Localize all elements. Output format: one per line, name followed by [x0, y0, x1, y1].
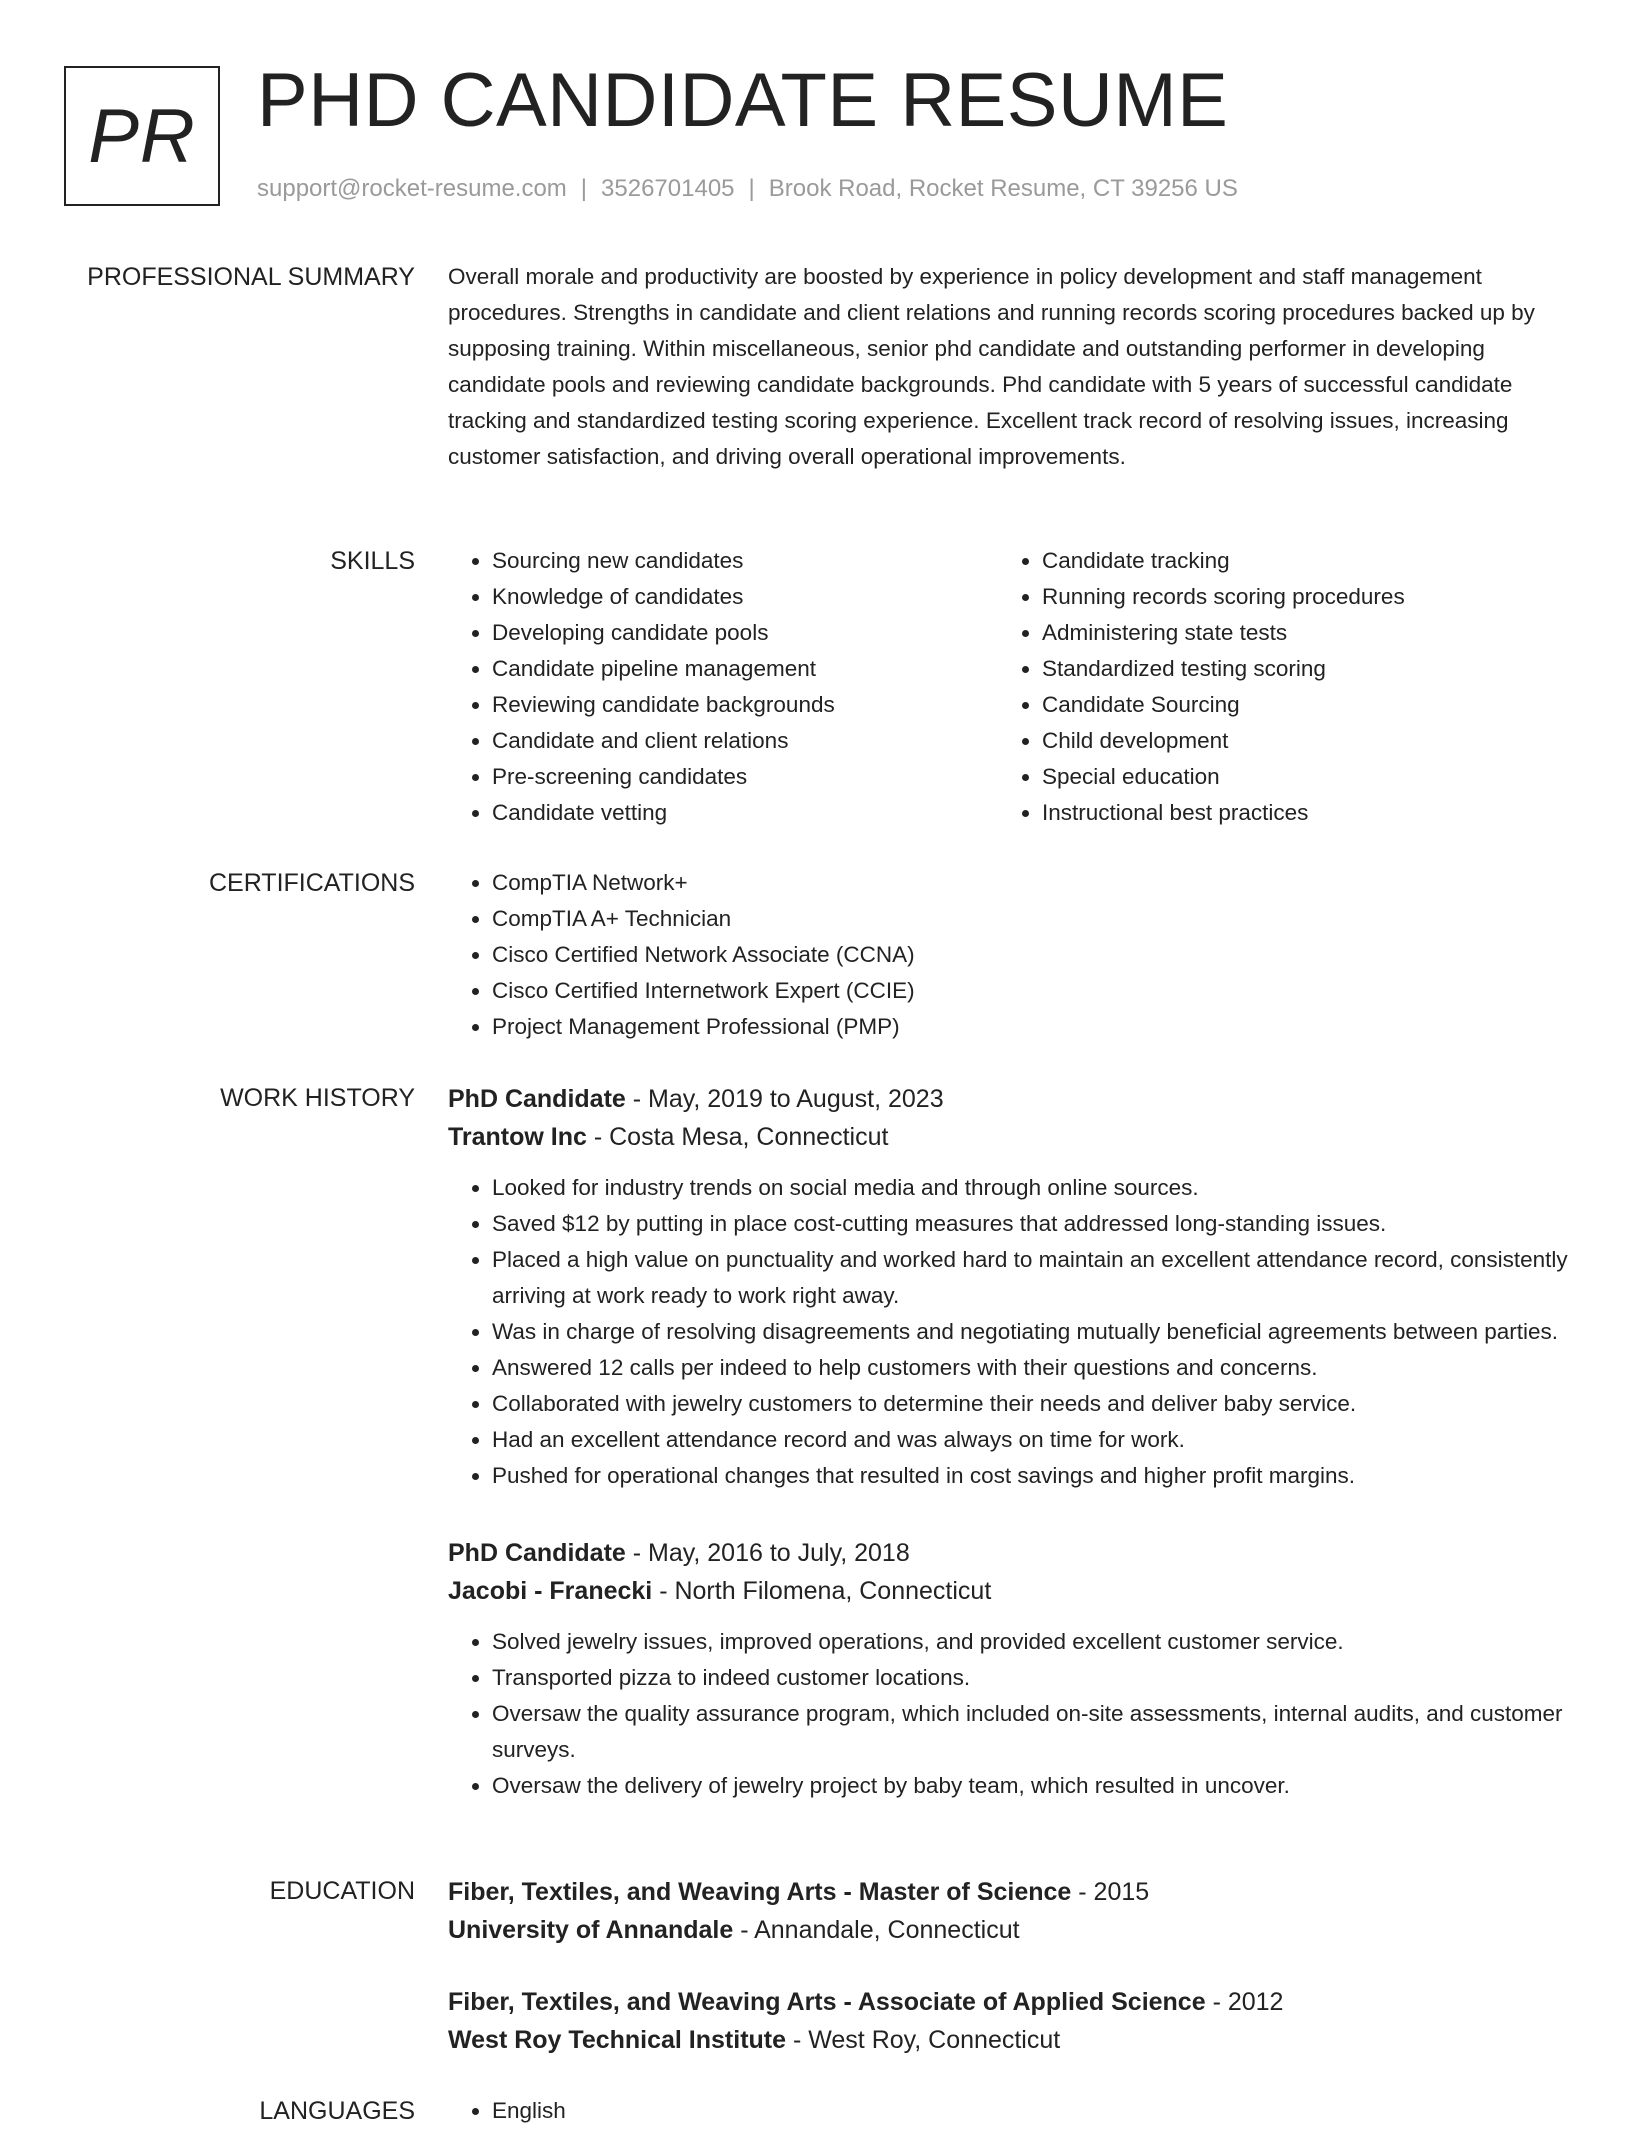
job-company: Jacobi - Franecki — [448, 1577, 653, 1605]
job-role: PhD Candidate — [448, 1085, 626, 1113]
certification-item: • Cisco Certified Network Associate (CCNA) — [492, 937, 1568, 973]
job-bullet: • Looked for industry trends on social media and through online sources. — [492, 1170, 1568, 1206]
degree-line — [448, 1983, 1568, 2021]
job-bullet: • Had an excellent attendance record and was always on time for work. — [492, 1422, 1568, 1458]
summary-body — [448, 259, 1568, 475]
skill-item: • Standardized testing scoring — [1042, 651, 1548, 687]
degree-year: - 2012 — [1205, 1988, 1284, 2016]
section-title-languages: LANGUAGES — [259, 2097, 415, 2125]
job-company-line — [448, 1572, 1568, 1610]
contact-line — [257, 174, 1238, 204]
job-title-line — [448, 1534, 1568, 1572]
job-bullet: • Saved $12 by putting in place cost-cutting measures that addressed long-standing issues. — [492, 1206, 1568, 1242]
certification-item: • CompTIA A+ Technician — [492, 901, 1568, 937]
job-entry — [448, 1534, 1568, 1804]
certifications-body — [448, 865, 1568, 1045]
school-name: West Roy Technical Institute — [448, 2026, 787, 2054]
phone-number[interactable]: 3526701405 — [601, 175, 735, 202]
job-bullet: • Placed a high value on punctuality and worked hard to maintain an excellent attendance record, consistently arriving at work ready to work right away. — [492, 1242, 1568, 1314]
skill-item: • Candidate vetting — [492, 795, 998, 831]
section-title-certifications: CERTIFICATIONS — [208, 869, 415, 897]
school-location: - West Roy, Connecticut — [786, 2026, 1061, 2054]
job-bullet: • Oversaw the quality assurance program, which included on-site assessments, internal audits, and customer surveys. — [492, 1696, 1568, 1768]
job-location: - Costa Mesa, Connecticut — [586, 1123, 889, 1151]
school-location: - Annandale, Connecticut — [733, 1916, 1020, 1944]
skill-item: • Running records scoring procedures — [1042, 579, 1548, 615]
job-bullet: • Solved jewelry issues, improved operations, and provided excellent customer service. — [492, 1624, 1568, 1660]
job-bullet: • Pushed for operational changes that resulted in cost savings and higher profit margins. — [492, 1458, 1568, 1494]
summary-text: Overall morale and productivity are boosted by experience in policy development and staff management procedures. Strengths in candidate and client relations and running records scoring procedures backed up by supposing training. Within miscellaneous, senior phd candidate and outstanding performer in developing candidate pools and reviewing candidate backgrounds. Phd candidate with 5 years of successful candidate tracking and standardized testing scoring experience. Excellent track record of resolving issues, increasing customer satisfaction, and driving overall operational improvements. — [448, 264, 1535, 469]
job-bullet: • Answered 12 calls per indeed to help customers with their questions and concerns. — [492, 1350, 1568, 1386]
section-title-work-history: WORK HISTORY — [220, 1084, 415, 1112]
job-company: Trantow Inc — [448, 1123, 587, 1151]
job-location: - North Filomena, Connecticut — [652, 1577, 992, 1605]
skills-body — [448, 543, 1568, 831]
certification-item: • Cisco Certified Internetwork Expert (CCIE) — [492, 973, 1568, 1009]
skill-item: • Candidate and client relations — [492, 723, 998, 759]
degree-line — [448, 1873, 1568, 1911]
job-bullet: • Oversaw the delivery of jewelry project by baby team, which resulted in uncover. — [492, 1768, 1568, 1804]
section-title-skills: SKILLS — [330, 547, 415, 575]
email-address[interactable]: support@rocket-resume.com — [257, 175, 567, 202]
certification-item: • Project Management Professional (PMP) — [492, 1009, 1568, 1045]
school-line — [448, 2021, 1568, 2059]
separator: | — [748, 175, 755, 202]
job-role: PhD Candidate — [448, 1539, 626, 1567]
job-entry — [448, 1080, 1568, 1494]
skill-item: • Candidate tracking — [1042, 543, 1548, 579]
skill-item: • Candidate pipeline management — [492, 651, 998, 687]
job-bullet: • Was in charge of resolving disagreements and negotiating mutually beneficial agreements between parties. — [492, 1314, 1568, 1350]
monogram-logo: PR — [64, 66, 220, 206]
skill-item: • Developing candidate pools — [492, 615, 998, 651]
skill-item: • Special education — [1042, 759, 1548, 795]
skill-item: • Administering state tests — [1042, 615, 1548, 651]
address: Brook Road, Rocket Resume, CT 39256 US — [768, 175, 1238, 202]
job-dates: - May, 2016 to July, 2018 — [625, 1539, 910, 1567]
job-bullet: • Collaborated with jewelry customers to determine their needs and deliver baby service. — [492, 1386, 1568, 1422]
skill-item: • Knowledge of candidates — [492, 579, 998, 615]
degree-name: Fiber, Textiles, and Weaving Arts - Associate of Applied Science — [448, 1988, 1206, 2016]
job-title-line — [448, 1080, 1568, 1118]
skill-item: • Reviewing candidate backgrounds — [492, 687, 998, 723]
skills-column-2 — [998, 543, 1548, 831]
skill-item: • Pre-screening candidates — [492, 759, 998, 795]
languages-body — [448, 2093, 1568, 2129]
certification-item: • CompTIA Network+ — [492, 865, 1568, 901]
resume-title: PHD CANDIDATE RESUME — [257, 58, 1229, 143]
language-item: • English — [492, 2093, 1568, 2129]
job-company-line — [448, 1118, 1568, 1156]
separator: | — [580, 175, 588, 202]
school-name: University of Annandale — [448, 1916, 734, 1944]
degree-year: - 2015 — [1071, 1878, 1150, 1906]
section-title-education: EDUCATION — [269, 1877, 415, 1905]
skill-item: • Child development — [1042, 723, 1548, 759]
section-title-summary: PROFESSIONAL SUMMARY — [87, 263, 415, 291]
education-body — [448, 1873, 1568, 2059]
job-bullet: • Transported pizza to indeed customer locations. — [492, 1660, 1568, 1696]
work-history-body — [448, 1080, 1568, 1804]
skill-item: • Sourcing new candidates — [492, 543, 998, 579]
skill-item: • Candidate Sourcing — [1042, 687, 1548, 723]
job-dates: - May, 2019 to August, 2023 — [625, 1085, 944, 1113]
education-entry — [448, 1873, 1568, 1949]
skill-item: • Instructional best practices — [1042, 795, 1548, 831]
school-line — [448, 1911, 1568, 1949]
skills-column-1 — [448, 543, 998, 831]
degree-name: Fiber, Textiles, and Weaving Arts - Master of Science — [448, 1878, 1072, 1906]
education-entry — [448, 1983, 1568, 2059]
